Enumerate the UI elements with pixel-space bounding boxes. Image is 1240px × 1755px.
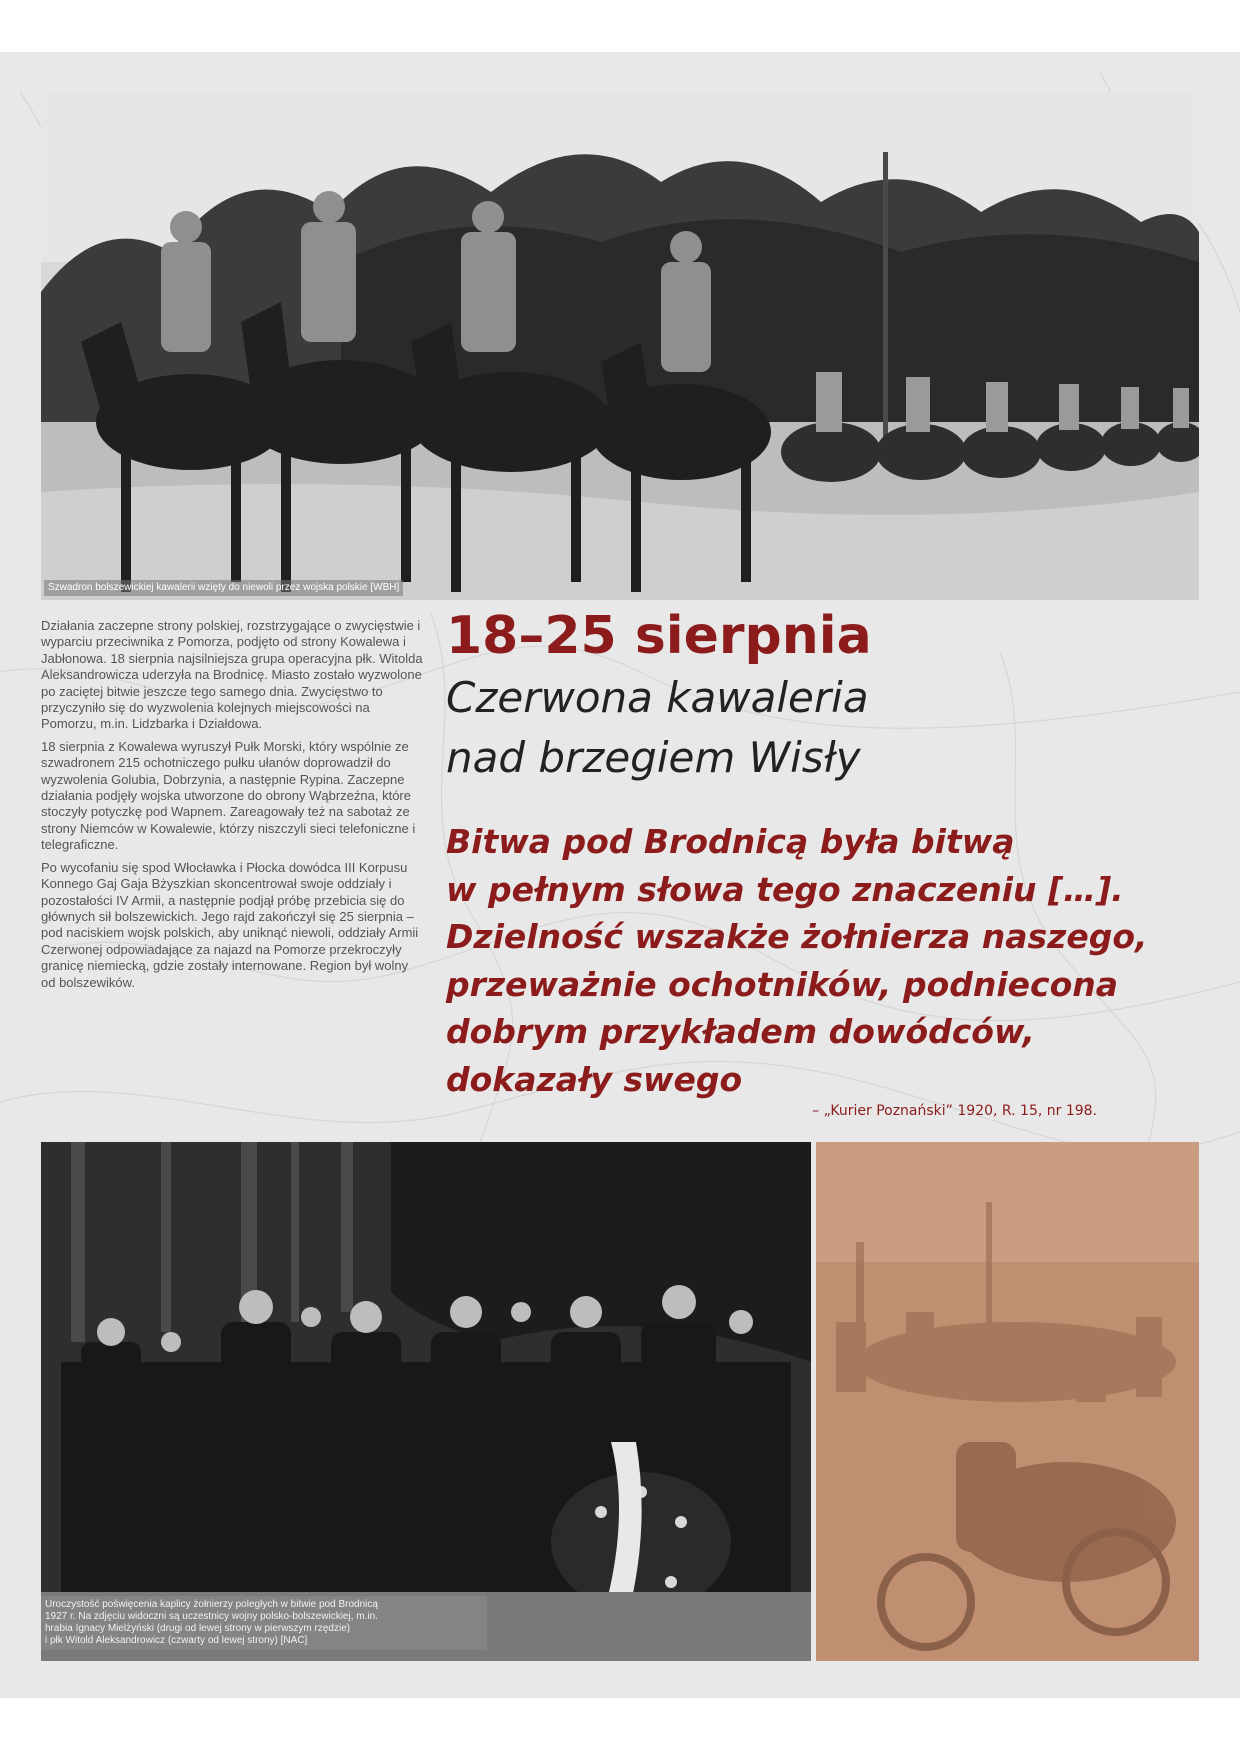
quote-line: Dzielność wszakże żołnierza naszego, bbox=[446, 917, 1148, 956]
photo-ceremony bbox=[41, 1142, 811, 1661]
caption-line: 1927 r. Na zdjęciu widoczni są uczestnicy wojny polsko-bolszewickiej, m.in. bbox=[45, 1611, 378, 1622]
quote-line: dokazały swego bbox=[446, 1059, 743, 1099]
photo-caption-top: Szwadron bolszewickiej kawalerii wzięty do niewoli przez wojska polskie [WBH] bbox=[44, 580, 403, 596]
photo-sepia-battlefield bbox=[816, 1142, 1199, 1661]
subtitle-line-1: Czerwona kawaleria bbox=[446, 673, 869, 722]
subtitle-line-2: nad brzegiem Wisły bbox=[446, 733, 861, 782]
quote-line: dobrym przykładem dowódców, bbox=[446, 1012, 1035, 1051]
caption-line: hrabia Ignacy Mielżyński (drugi od lewej strony w pierwszym rzędzie) bbox=[45, 1623, 351, 1634]
cavalry-photo-illustration bbox=[41, 92, 1199, 600]
pull-quote bbox=[446, 818, 1206, 1103]
quote-line: Bitwa pod Brodnicą była bitwą bbox=[446, 822, 1015, 861]
body-paragraph: Po wycofaniu się spod Włocławka i Płocka dowódca III Korpusu Konnego Gaj Gaja Bżyszkian skoncentrował swoje oddziały i pozostałości IV Armii, a następnie podjął próbę przebicia się do głównych sił bolszewickich. Jego rajd zakończył się 25 sierpnia – pod naciskiem wojsk polskich, aby uniknąć niewoli, oddziały Armii Czerwonej odpowiadające za najazd na Pomorze przekroczyły granicę niemiecką, gdzie zostały internowane. Region był wolny od bolszewików. bbox=[41, 859, 419, 990]
sepia-photo-illustration bbox=[816, 1142, 1199, 1661]
caption-line: Uroczystość poświęcenia kaplicy żołnierzy poległych w bitwie pod Brodnicą bbox=[45, 1599, 378, 1610]
body-paragraph: Działania zaczepne strony polskiej, rozstrzygające o zwycięstwie i wyparciu przeciwnika z Pomorza, podjęto od strony Kowalewa i Jabłonowa. 18 sierpnia najsilniejsza grupa operacyjna płk. Witolda Aleksandrowicza uderzyła na Brodnicę. Miasto zostało wyzwolone po zaciętej bitwie jeszcze tego samego dnia. Zwycięstwo to przyczyniło się do wyzwolenia kolejnych miejscowości na Pomorzu, m.in. Lidzbarka i Działdowa. bbox=[41, 618, 423, 732]
ceremony-photo-illustration bbox=[41, 1142, 811, 1661]
body-paragraph: 18 sierpnia z Kowalewa wyruszył Pułk Morski, który wspólnie ze szwadronem 215 ochotniczego pułku ułanów doprowadził do wyzwolenia Golubia, Dobrzynia, a następnie Rypina. Zaczepne działania podjęły wojska utworzone do obrony Wąbrzeźna, które stoczyły potyczkę pod Wapnem. Zareagowały też na sabotaż ze strony Niemców w Kowalewie, którzy niszczyli sieci telefoniczne i telegraficzne. bbox=[41, 738, 416, 853]
quote-line: przeważnie ochotników, podniecona bbox=[446, 964, 1119, 1004]
headline bbox=[446, 604, 1206, 788]
body-text bbox=[41, 618, 423, 997]
photo-cavalry-column bbox=[41, 92, 1199, 600]
caption-line: i płk Witold Aleksandrowicz (czwarty od lewej strony) [NAC] bbox=[45, 1635, 308, 1646]
quote-line: w pełnym słowa tego znaczeniu […]. bbox=[446, 869, 1124, 909]
date-title: 18–25 sierpnia bbox=[446, 606, 872, 666]
quote-source: – „Kurier Poznański” 1920, R. 15, nr 198. bbox=[812, 1103, 1097, 1119]
photo-caption-bottom bbox=[41, 1596, 487, 1650]
